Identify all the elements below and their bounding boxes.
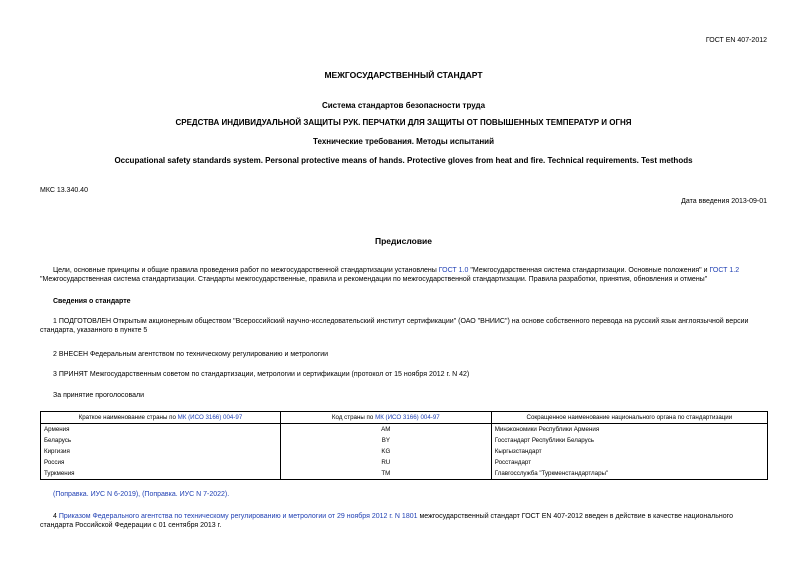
item-2: 2 ВНЕСЕН Федеральным агентством по техническому регулированию и метрологии: [53, 351, 329, 358]
country-cell: Киргизия: [41, 446, 281, 457]
body-cell: Кыргызстандарт: [491, 446, 767, 457]
country-cell: Беларусь: [41, 435, 281, 446]
doc-code: ГОСТ EN 407-2012: [705, 37, 767, 44]
table-row: [41, 446, 768, 457]
standard-system: Система стандартов безопасности труда: [321, 101, 486, 110]
gost-1-2-link[interactable]: ГОСТ 1.2: [709, 267, 740, 274]
gost-1-0-link[interactable]: ГОСТ 1.0: [438, 267, 469, 274]
order-link[interactable]: Приказом Федерального агентства по техническому регулированию и метрологии от 29 ноября 2012 г. N 1801: [58, 513, 418, 520]
item-3: 3 ПРИНЯТ Межгосударственным советом по стандартизации, метрологии и сертификации (протокол от 15 ноября 2012 г. N 42): [53, 371, 470, 378]
mk-iso-link[interactable]: МК (ИСО 3166) 004-97: [177, 413, 243, 421]
info-heading: Сведения о стандарте: [53, 298, 131, 305]
body-cell: Главгосслужба "Туркменстандартлары": [491, 468, 767, 480]
voted-label: За принятие проголосовали: [53, 392, 145, 399]
mks-code: МКС 13.340.40: [40, 187, 88, 194]
foreword-text: Цели, основные принципы и общие правила проведения работ по межгосударственной стандартизации установлены: [53, 267, 439, 274]
header-text: Код страны по: [331, 413, 376, 421]
amendment-text: . ИУС N 6-2019), (: [86, 491, 145, 498]
amendments-line: [40, 490, 767, 499]
header-code: [280, 412, 491, 424]
intro-date: Дата введения 2013-09-01: [681, 198, 767, 205]
body-cell: Госстандарт Республики Беларусь: [491, 435, 767, 446]
amendment-text: (: [53, 491, 56, 498]
item-1: 1 ПОДГОТОВЛЕН Открытым акционерным обществом "Всероссийский научно-исследовательский институт сертификации" (ОАО "ВНИИС") на основе собственного перевода на русский язык англоязычной версии стандарта, указанного в пункте 5: [40, 318, 749, 335]
code-cell: KG: [280, 446, 491, 457]
foreword-paragraph: [40, 266, 767, 285]
amendment-link-2[interactable]: Поправка: [144, 491, 176, 498]
mk-iso-link[interactable]: МК (ИСО 3166) 004-97: [375, 413, 440, 421]
item-4-number: 4: [53, 513, 59, 520]
code-cell: BY: [280, 435, 491, 446]
standard-type: МЕЖГОСУДАРСТВЕННЫЙ СТАНДАРТ: [324, 70, 483, 80]
table-row: [41, 457, 768, 468]
country-cell: Туркмения: [41, 468, 281, 480]
code-cell: AM: [280, 424, 491, 436]
amendment-link-1[interactable]: Поправка: [55, 491, 87, 498]
table-header-row: [41, 412, 768, 424]
foreword-text: "Межгосударственная система стандартизации. Стандарты межгосударственные, правила и рекомендации по межгосударственной стандартизации. Правила разработки, принятия, обновления и отмены": [40, 276, 708, 284]
member-states-table: [40, 411, 768, 480]
foreword-heading: Предисловие: [374, 236, 433, 246]
code-cell: RU: [280, 457, 491, 468]
foreword-text: "Межгосударственная система стандартизации. Основные положения" и: [468, 267, 710, 274]
header-text: Краткое наименование страны по: [78, 413, 178, 421]
country-cell: Армения: [41, 424, 281, 436]
body-cell: Минэкономики Республики Армения: [491, 424, 767, 436]
amendment-text: . ИУС N 7-2022).: [175, 491, 230, 498]
table-row: [41, 435, 768, 446]
table-row: [41, 468, 768, 480]
standard-title: СРЕДСТВА ИНДИВИДУАЛЬНОЙ ЗАЩИТЫ РУК. ПЕРЧАТКИ ДЛЯ ЗАЩИТЫ ОТ ПОВЫШЕННЫХ ТЕМПЕРАТУР И ОГНЯ: [175, 118, 632, 127]
code-cell: TM: [280, 468, 491, 480]
header-body: Сокращенное наименование национального органа по стандартизации: [491, 412, 767, 424]
country-cell: Россия: [41, 457, 281, 468]
standard-subtitle: Технические требования. Методы испытаний: [313, 137, 494, 146]
item-4-text: межгосударственный стандарт ГОСТ EN 407-2012 введен в действие в качестве национального стандарта Российской Федерации с 01 сентября 2013 г.: [40, 513, 733, 530]
standard-title-english: Occupational safety standards system. Personal protective means of hands. Protective gloves from heat and fire. Technical requirements. Test methods: [114, 156, 693, 165]
table-row: [41, 424, 768, 436]
body-cell: Росстандарт: [491, 457, 767, 468]
item-4: [40, 512, 767, 531]
header-country: [41, 412, 281, 424]
